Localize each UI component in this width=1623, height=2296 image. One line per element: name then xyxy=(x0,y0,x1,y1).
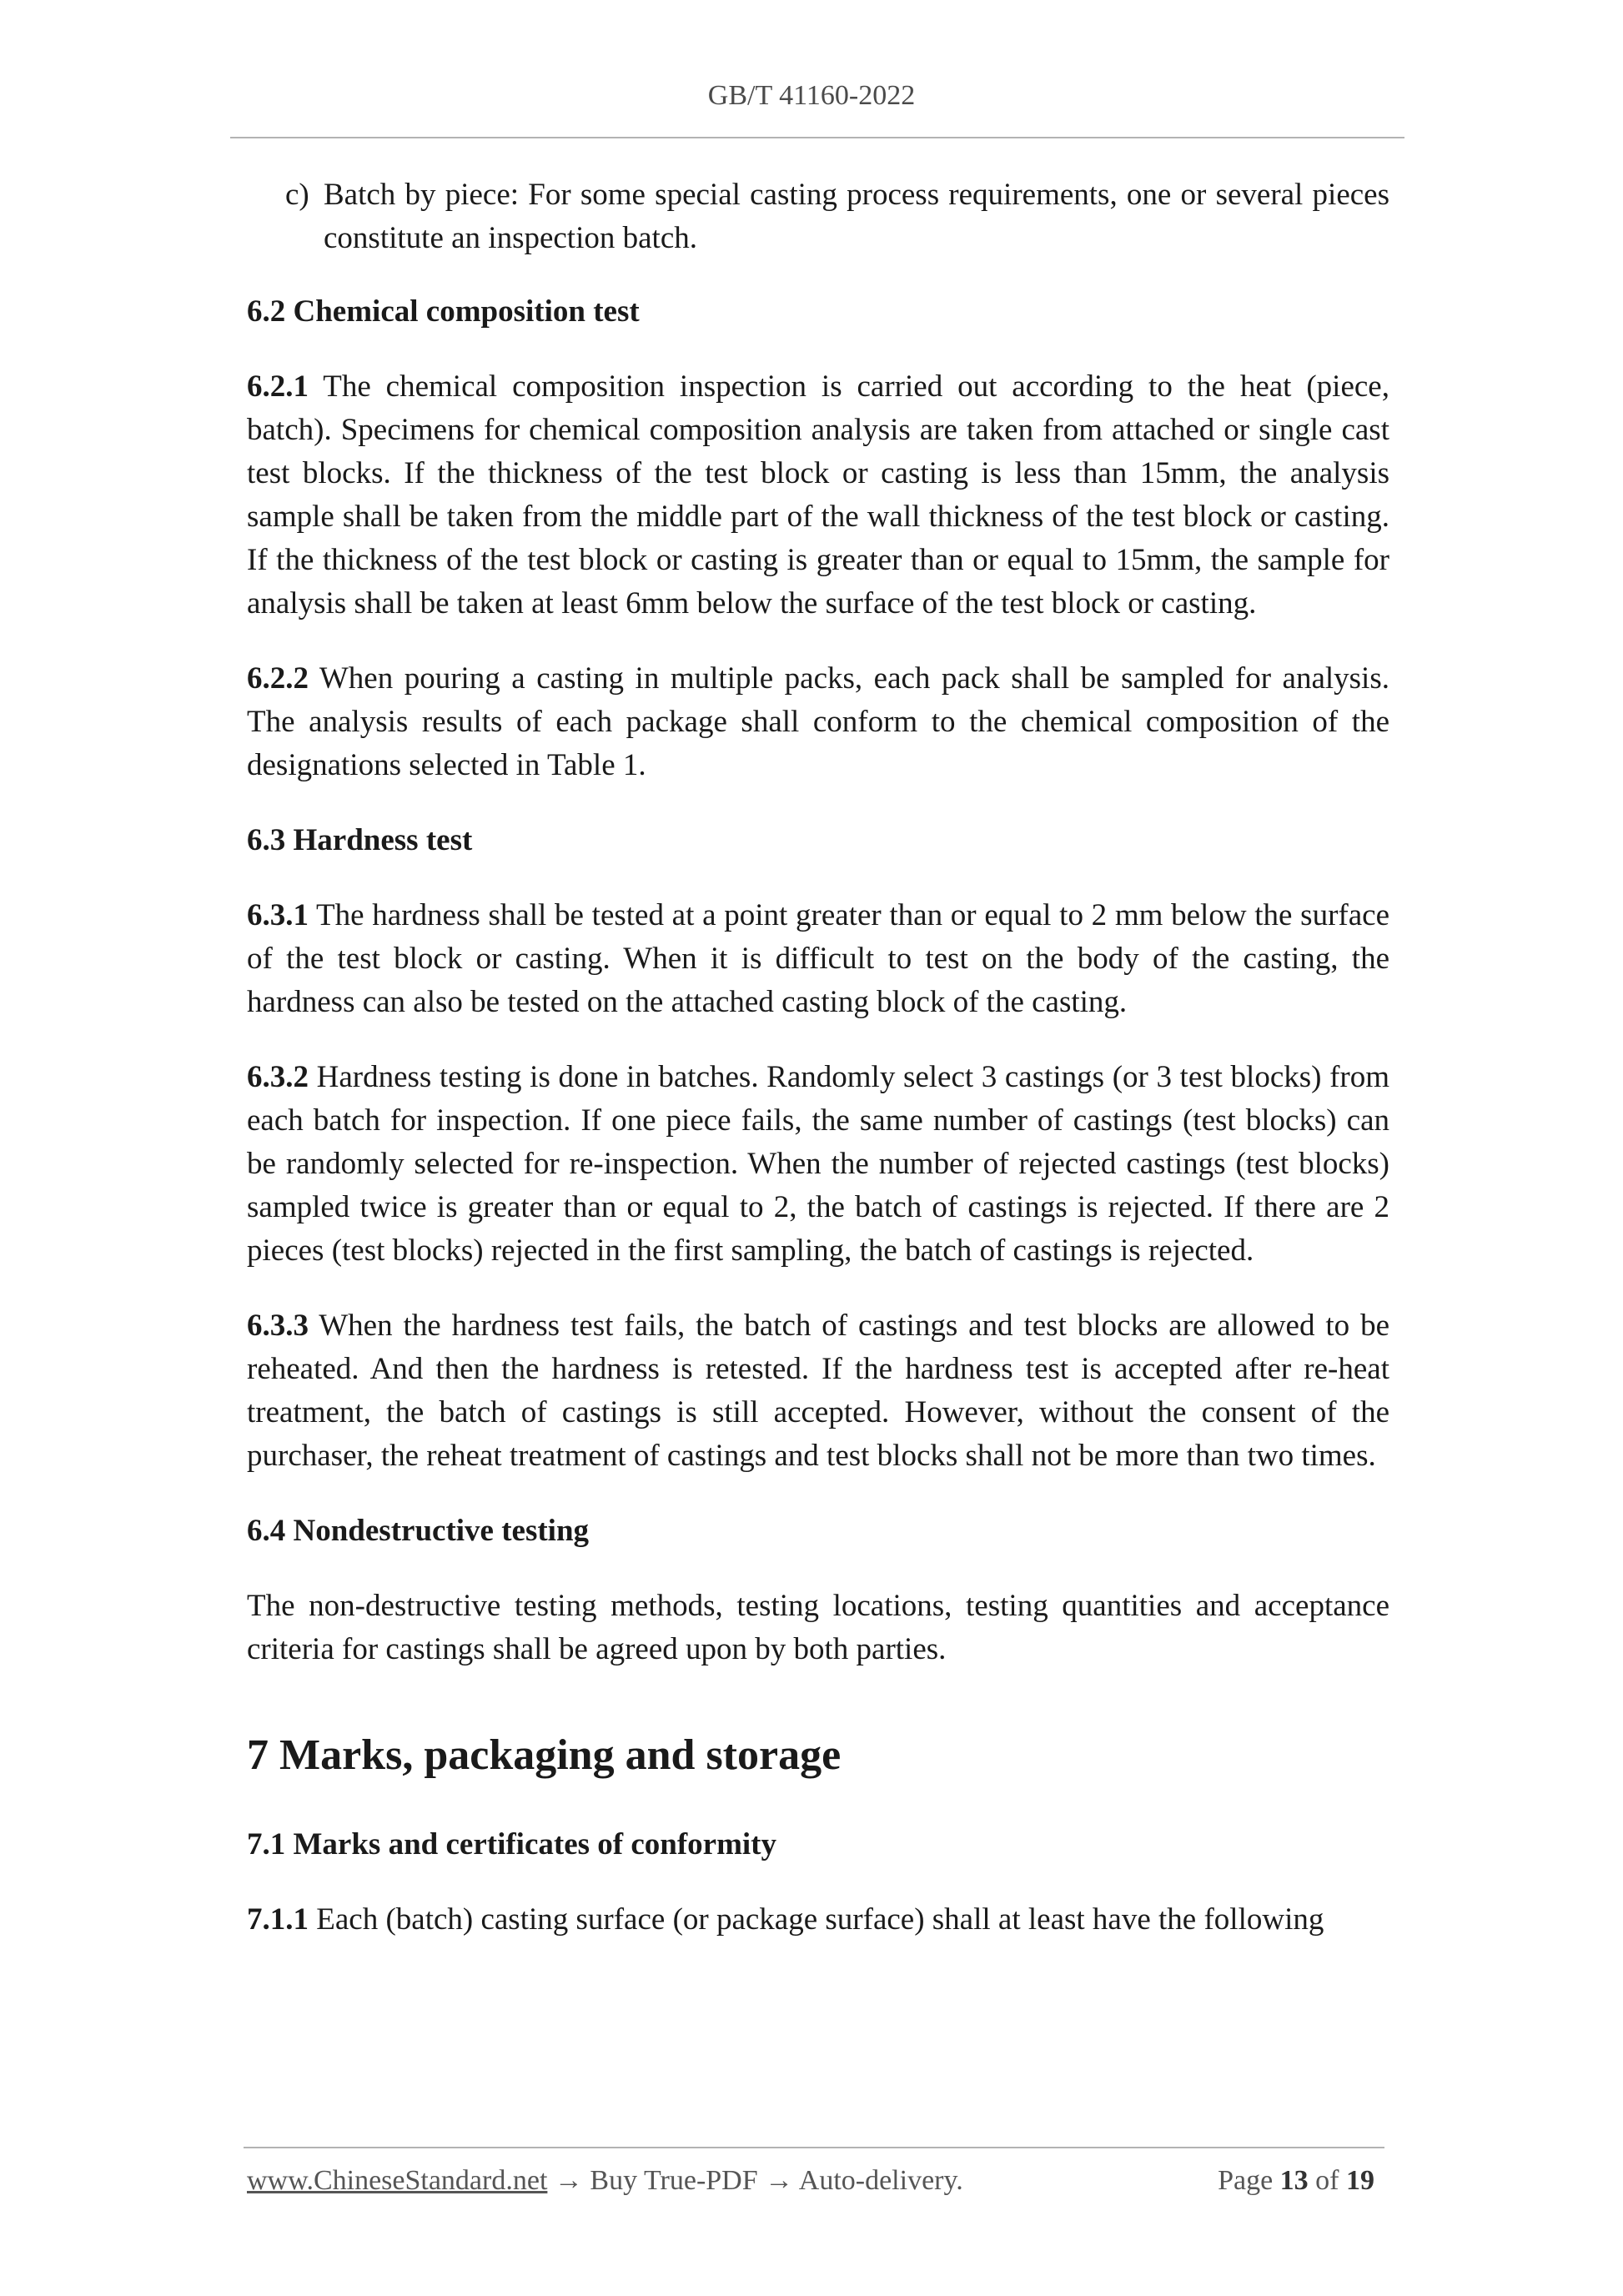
clause-text: The chemical composition inspection is carried out according to the heat (piece, batch). Specimens for chemical composition analysis are taken from attached or single cast test blocks. If the thickness of the test block or casting is less than 15mm, the analysis sample shall be taken from the middle part of the wall thickness of the test block or casting. If the thickness of the test block or casting is greater than or equal to 15mm, the sample for analysis shall be taken at least 6mm below the surface of the test block or casting. xyxy=(247,369,1389,620)
section-heading-6-2: 6.2 Chemical composition test xyxy=(247,294,640,329)
footer-promo xyxy=(247,2165,963,2197)
paragraph-7-1-1 xyxy=(247,1898,1389,1942)
page-label: Page xyxy=(1218,2165,1274,2196)
paragraph-6-2-1 xyxy=(247,365,1389,625)
website-link[interactable]: www.ChineseStandard.net xyxy=(247,2165,548,2196)
paragraph-6-3-3 xyxy=(247,1304,1389,1478)
buy-pdf-text: Buy True-PDF xyxy=(590,2165,758,2196)
document-body xyxy=(247,173,1389,1942)
clause-text: When pouring a casting in multiple packs, each pack shall be sampled for analysis. The analysis results of each package shall conform to the chemical composition of the designations selected in Table 1. xyxy=(247,661,1389,782)
page-number xyxy=(1218,2165,1374,2197)
auto-delivery-text: Auto-delivery. xyxy=(798,2165,963,2196)
running-header: GB/T 41160-2022 xyxy=(707,80,916,111)
clause-text: Hardness testing is done in batches. Randomly select 3 castings (or 3 test blocks) from each batch for inspection. If one piece fails, the same number of castings (test blocks) can be randomly selected for re-inspection. When the number of rejected castings (test blocks) sampled twice is greater than or equal to 2, the batch of castings is rejected. If there are 2 pieces (test blocks) rejected in the first sampling, the batch of castings is rejected. xyxy=(247,1060,1389,1268)
clause-text: When the hardness test fails, the batch of castings and test blocks are allowed to be reheated. And then the hardness is retested. If the hardness test is accepted after re-heat treatment, the batch of castings is still accepted. However, without the consent of the purchaser, the reheat treatment of castings and test blocks shall not be more than two times. xyxy=(247,1309,1389,1473)
arrow-right-icon: → xyxy=(554,2165,583,2196)
section-heading-7-1: 7.1 Marks and certificates of conformity xyxy=(247,1827,776,1861)
arrow-right-icon: → xyxy=(765,2165,794,2196)
header-divider xyxy=(230,137,1404,138)
paragraph-6-3-2 xyxy=(247,1056,1389,1273)
clause-text: The hardness shall be tested at a point greater than or equal to 2 mm below the surface of the test block or casting. When it is difficult to test on the body of the casting, the hardness can also be tested on the attached casting block of the casting. xyxy=(247,898,1389,1019)
page-of-label: of xyxy=(1315,2165,1339,2196)
list-marker: c) xyxy=(285,178,309,212)
clause-number: 6.3.2 xyxy=(247,1060,309,1094)
paragraph-6-2-2 xyxy=(247,657,1389,787)
total-pages: 19 xyxy=(1346,2165,1374,2196)
clause-number: 6.3.1 xyxy=(247,898,309,932)
clause-number: 6.2.2 xyxy=(247,661,309,696)
clause-number: 7.1.1 xyxy=(247,1902,309,1937)
current-page: 13 xyxy=(1279,2165,1309,2196)
list-item-c xyxy=(247,173,1389,260)
footer-divider xyxy=(244,2147,1384,2148)
clause-number: 6.2.1 xyxy=(247,369,309,404)
section-heading-6-4: 6.4 Nondestructive testing xyxy=(247,1514,590,1548)
section-heading-6-3: 6.3 Hardness test xyxy=(247,823,473,857)
clause-text: Each (batch) casting surface (or package surface) shall at least have the following xyxy=(316,1902,1324,1937)
paragraph-6-4: The non-destructive testing methods, testing locations, testing quantities and acceptance criteria for castings shall be agreed upon by both parties. xyxy=(247,1589,1389,1666)
list-item-text: Batch by piece: For some special casting process requirements, one or several pieces constitute an inspection batch. xyxy=(324,178,1389,255)
clause-number: 6.3.3 xyxy=(247,1309,309,1343)
paragraph-6-3-1 xyxy=(247,894,1389,1024)
chapter-heading-7: 7 Marks, packaging and storage xyxy=(247,1731,842,1779)
